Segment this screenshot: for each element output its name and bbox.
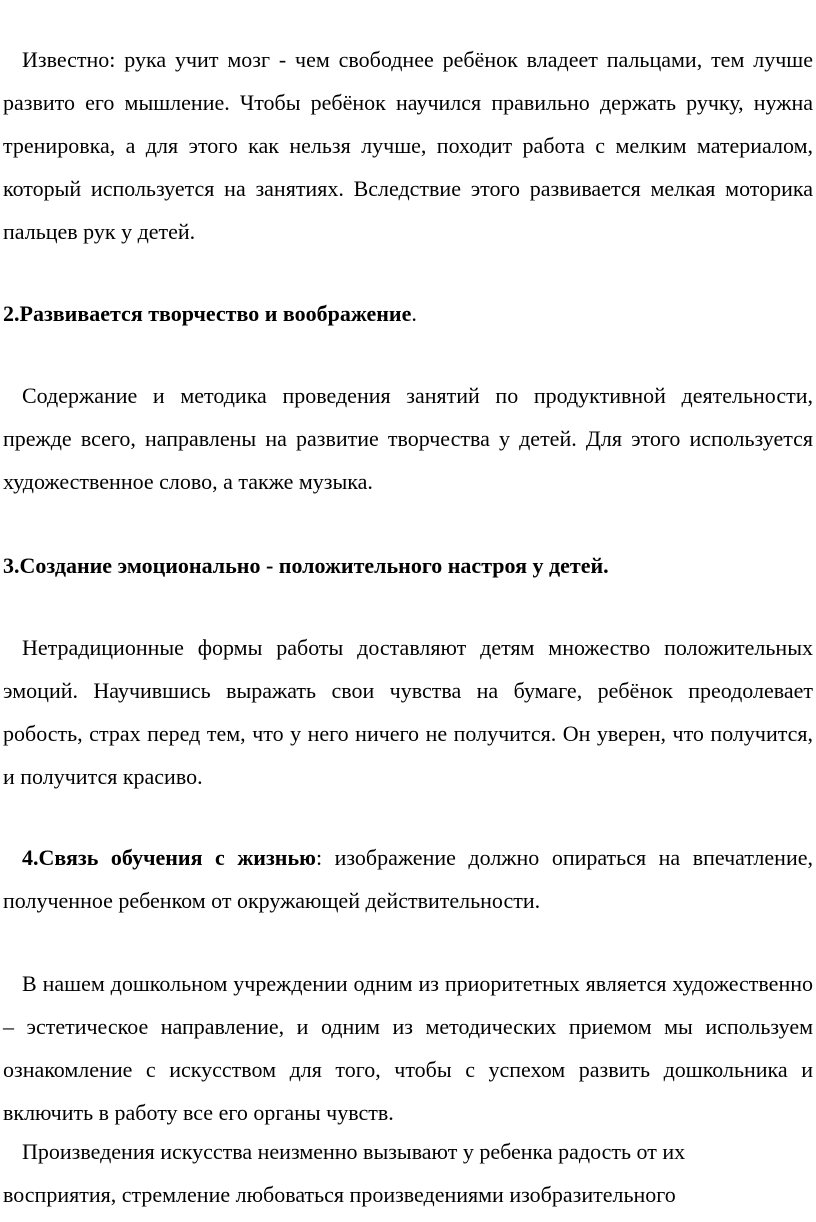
- section-heading-learning-life: [3, 836, 813, 922]
- section-heading-emotional-mood: [3, 544, 813, 587]
- paragraph-hand-teaches-brain: Известно: рука учит мозг - чем свободнее ребёнок владеет пальцами, тем лучше развито его мышление. Чтобы ребёнок научился правильно держать ручку, нужна тренировка, а для этого как нельзя лучше, походит работа с мелким материалом, который используется на занятиях. Вследствие этого развивается мелкая моторика пальцев рук у детей.: [3, 47, 813, 244]
- section-heading-creativity: [3, 292, 813, 335]
- section-heading-emotional-mood-bold: 3.Создание эмоционально - положительного настроя у детей.: [3, 553, 609, 578]
- section-heading-learning-life-bold: 4.Связь обучения с жизнью: [22, 845, 316, 870]
- section-heading-learning-life-text: : изображение должно опираться на впечатление, полученное ребенком от окружающей действительности.: [3, 845, 813, 913]
- paragraph-works-of-art: Произведения искусства неизменно вызывают у ребенка радость от их восприятия, стремление любоваться произведениями изобразительного: [3, 1139, 686, 1207]
- section-heading-creativity-bold: 2.Развивается творчество и воображение: [3, 301, 412, 326]
- paragraph-preschool-direction: В нашем дошкольном учреждении одним из приоритетных является художественно – эстетическое направление, и одним из методических приемом мы используем ознакомление с искусством для того, чтобы с успехом развить дошкольника и включить в работу все его органы чувств.: [3, 971, 813, 1125]
- paragraph-content-methods: Содержание и методика проведения занятий по продуктивной деятельности, прежде всего, направлены на развитие творчества у детей. Для этого используется художественное слово, а также музыка.: [3, 383, 813, 494]
- paragraph-nontraditional-forms: Нетрадиционные формы работы доставляют детям множество положительных эмоций. Научившись выражать свои чувства на бумаге, ребёнок преодолевает робость, страх перед тем, что у него ничего не получится. Он уверен, что получится, и получится красиво.: [3, 635, 813, 789]
- section-heading-creativity-tail: .: [411, 301, 417, 326]
